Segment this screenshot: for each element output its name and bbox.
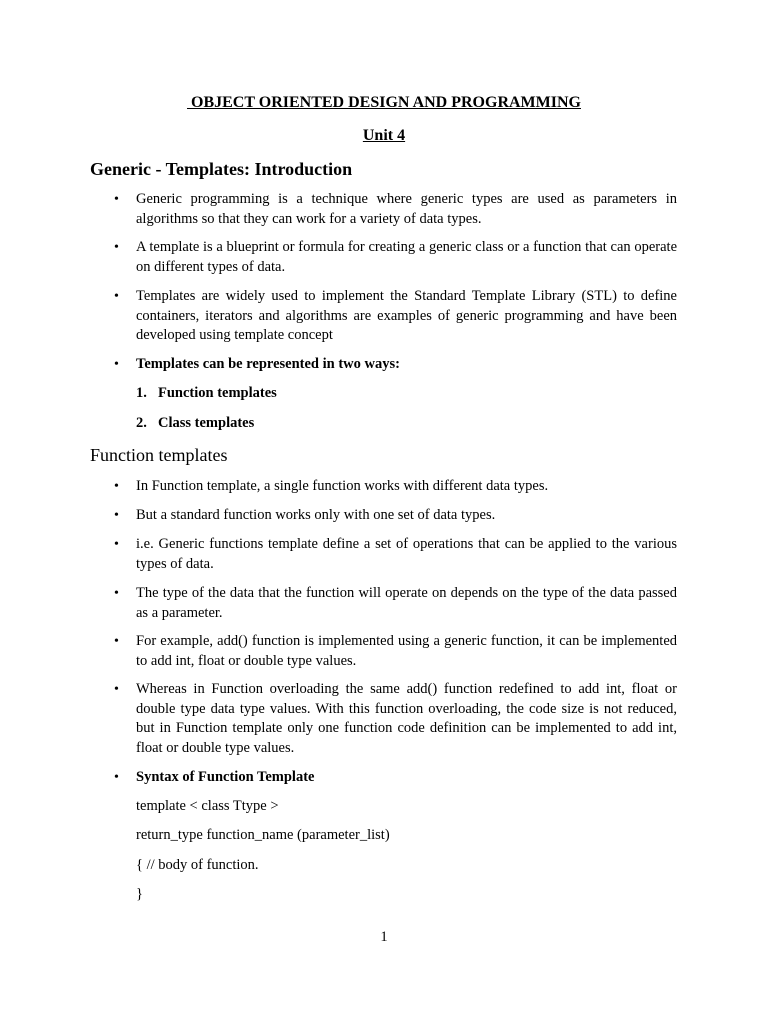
paragraph: Whereas in Function overloading the same add() function redefined to add int, float or double type data type values. With this function overloading, the code size is not reduced, but in Function template only one function code definition can be implemented to add int, float or double type values. (136, 681, 677, 756)
item-number: 2. (136, 415, 147, 431)
bullet-icon: • (114, 634, 119, 649)
item-text: Function templates (158, 385, 277, 401)
code-line: template < class Ttype > (136, 798, 279, 814)
numbered-item-class-templates (136, 414, 254, 434)
bullet-icon: • (114, 682, 119, 697)
bullet-icon: • (114, 357, 119, 372)
bullet-icon: • (114, 240, 119, 255)
paragraph: Generic programming is a technique where generic types are used as parameters in algorithms so that they can work for a variety of data types. (136, 191, 677, 227)
paragraph-bold: Syntax of Function Template (136, 769, 315, 785)
unit-title: Unit 4 (362, 127, 406, 144)
paragraph: i.e. Generic functions template define a set of operations that can be applied to the various types of data. (136, 536, 677, 572)
paragraph: In Function template, a single function works with different data types. (136, 478, 549, 494)
code-line: return_type function_name (parameter_list) (136, 827, 390, 843)
item-text: Class templates (158, 415, 255, 431)
bullet-icon: • (114, 508, 119, 523)
section-heading-function-templates: Function templates (90, 445, 228, 465)
paragraph: For example, add() function is implemented using a generic function, it can be implemented to add int, float or double type values. (136, 633, 677, 669)
paragraph: The type of the data that the function will operate on depends on the type of the data passed as a parameter. (136, 585, 677, 621)
paragraph: Templates are widely used to implement the Standard Template Library (STL) to define containers, iterators and algorithms are examples of generic programming and have been developed using template concept (136, 288, 677, 343)
section-heading-generic-templates: Generic - Templates: Introduction (90, 159, 353, 179)
paragraph: A template is a blueprint or formula for creating a generic class or a function that can operate on different types of data. (136, 239, 677, 275)
item-number: 1. (136, 385, 147, 401)
bullet-icon: • (114, 537, 119, 552)
code-line: { // body of function. (136, 857, 259, 873)
bullet-icon: • (114, 192, 119, 207)
bullet-icon: • (114, 770, 119, 785)
numbered-item-function-templates (136, 384, 277, 404)
paragraph-bold: Templates can be represented in two ways: (136, 356, 400, 372)
document-title: OBJECT ORIENTED DESIGN AND PROGRAMMING (187, 94, 581, 111)
paragraph: But a standard function works only with one set of data types. (136, 507, 496, 523)
page-number: 1 (380, 929, 388, 945)
bullet-icon: • (114, 586, 119, 601)
code-line: } (136, 886, 143, 902)
bullet-icon: • (114, 289, 119, 304)
bullet-icon: • (114, 479, 119, 494)
